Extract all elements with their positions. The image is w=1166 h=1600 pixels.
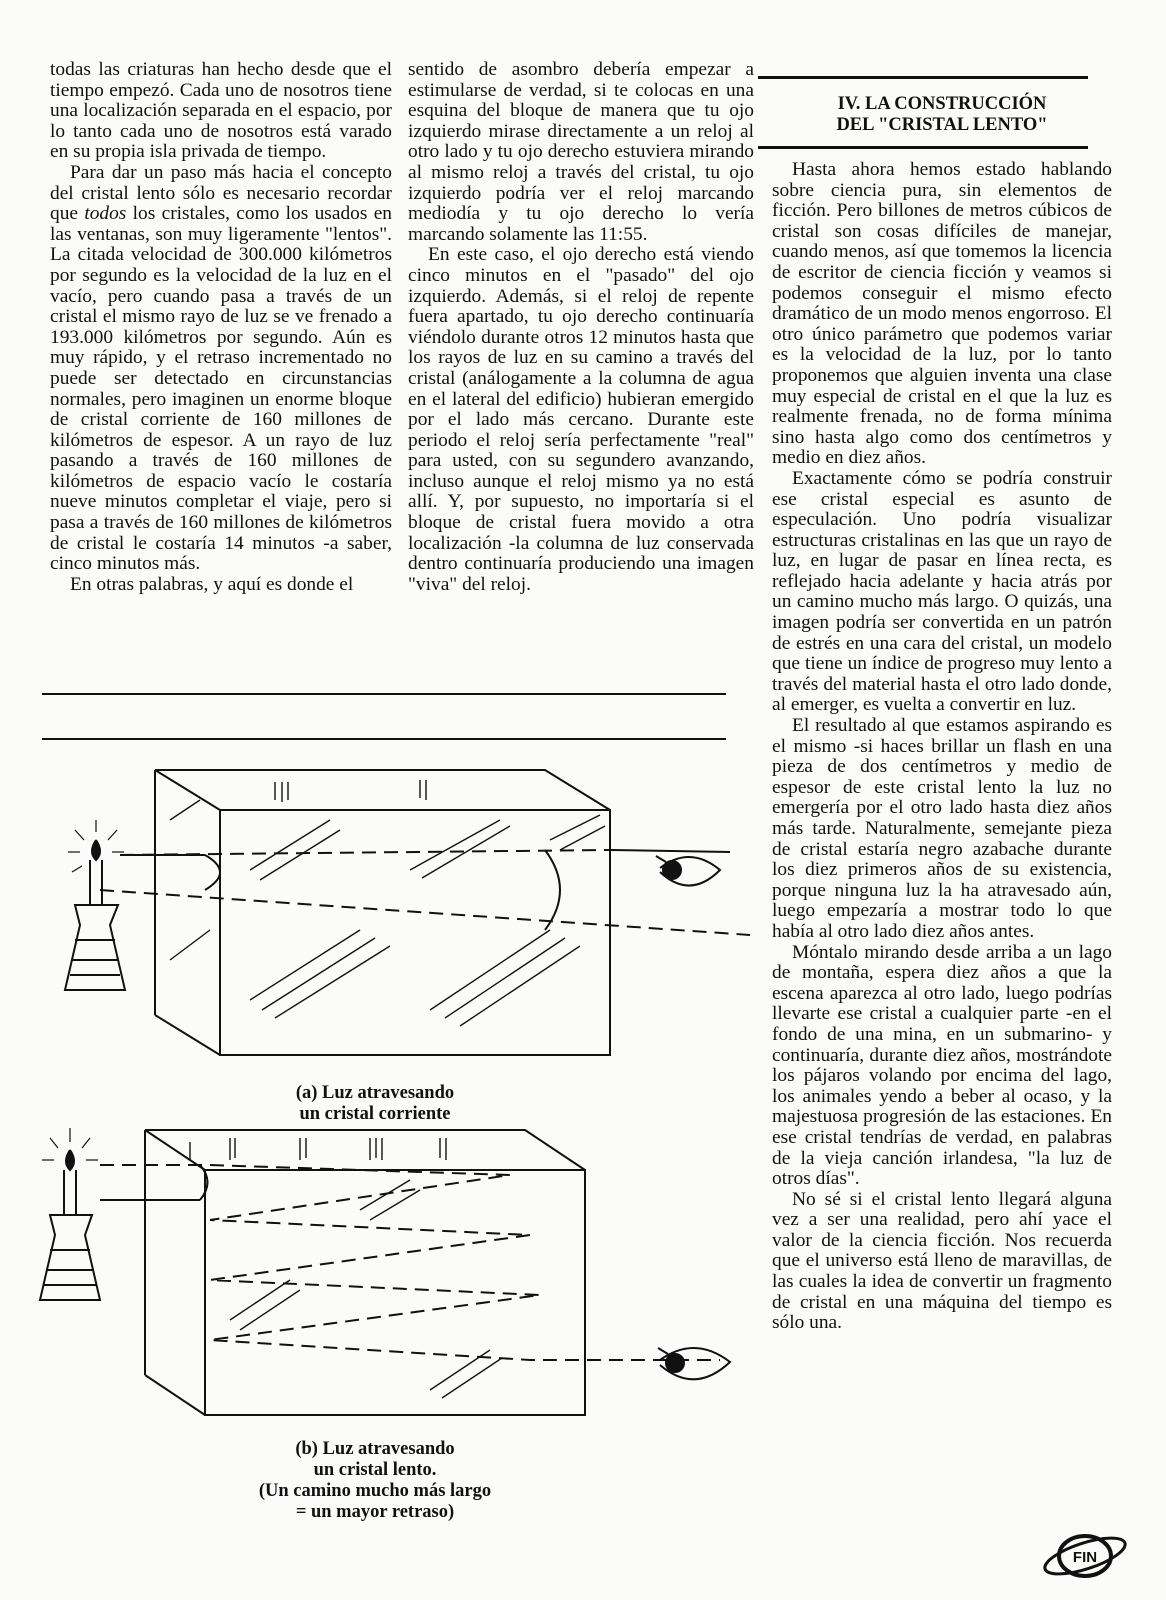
emphasis-text: todos	[84, 203, 127, 225]
section-heading: IV. LA CONSTRUCCIÓN DEL "CRISTAL LENTO"	[836, 94, 1048, 135]
paragraph: En otras palabras, y aquí es donde el	[70, 573, 354, 595]
figure-divider-rule	[42, 738, 726, 740]
fin-logo-text: FIN	[1072, 1549, 1098, 1566]
paragraph: Para dar un paso más hacia el concepto del cristal lento sólo es necesario recordar que todos los cristales, como los usados en las ventanas, son muy ligeramente "lentos". La citada velocidad de 300.000 kilómetros por segundo es la velocidad de la luz en el vacío, pero cuando pasa a través de un cristal el mismo rayo de luz se ve frenado a 193.000 kilómetros por segundo. Aún es muy rápido, y el retraso incrementado no puede ser detectado en circunstancias normales, pero imaginen un enorme bloque de cristal corriente de 160 millones de kilómetros de espesor. A un rayo de luz pasando a través de 160 millones de kilómetros de espacio vacío le costaría nueve minutos completar el viaje, pero si pasa a través de 160 millones de kilómetros de cristal le costaría 14 minutos -a saber, cinco minutos más.	[50, 161, 392, 575]
glass-block-top	[155, 770, 610, 810]
eye-icon	[658, 1348, 730, 1379]
column-divider-rule	[42, 693, 726, 695]
candle-icon	[40, 1128, 100, 1300]
candle-icon	[65, 820, 125, 990]
figure-b-slow-glass-illustration	[30, 1120, 750, 1430]
glass-block-front	[205, 1170, 585, 1415]
section-divider-bottom	[758, 146, 1088, 149]
text-column-1	[50, 60, 392, 595]
paragraph: todas las criaturas han hecho desde que el tiempo empezó. Cada uno de nosotros tiene una localización separada en el espacio, por lo tanto cada uno de nosotros está varado en su propia isla privada de tiempo.	[50, 59, 392, 163]
paragraph: En este caso, el ojo derecho está viendo cinco minutos en el "pasado" del ojo izquierdo. Además, si el reloj de repente fuera apartado, tu ojo derecho continuaría viéndolo durante otros 12 minutos hasta que los rayos de luz en su camino a través del cristal (análogamente a la columna de agua en el lateral del edificio) hubieran emergido por el lado más cercano. Durante este periodo el reloj sería perfectamente "real" para usted, con su segundero avanzando, incluso aunque el reloj mismo ya no está allí. Y, por supuesto, no importaría si el bloque de cristal fuera movido a otra localización -la columna de luz conservada dentro continuaría produciendo una imagen "viva" del reloj.	[408, 244, 754, 595]
text-column-3	[772, 160, 1112, 1334]
figure-a-ordinary-glass-illustration	[30, 760, 750, 1070]
paragraph: El resultado al que estamos aspirando es el mismo -si haces brillar un flash en una pieza de dos centímetros y medio de espesor de este cristal lento la luz no emergería por el otro lado hasta diez años más tarde. Naturalmente, semejante pieza de cristal estaría negro azabache durante los diez primeros años de su existencia, porque ninguna luz la ha atravesado aún, luego empezaría a mostrar todo lo que había al otro lado diez años antes.	[772, 715, 1112, 942]
eye-icon	[656, 856, 720, 886]
paragraph: Hasta ahora hemos estado hablando sobre ciencia pura, sin elementos de ficción. Pero billones de metros cúbicos de cristal son cosas difíciles de manejar, cuando menos, así que tomemos la licencia de escritor de ciencia ficción y veamos si podemos conseguir el mismo efecto dramático de un modo menos engorroso. El otro único parámetro que podemos variar es la velocidad de la luz, por lo tanto proponemos que alguien inventa una clase muy especial de cristal en el que la luz es realmente frenada, no de forma mínima sino hasta algo como dos centímetros y medio en diez años.	[772, 159, 1112, 469]
paragraph: No sé si el cristal lento llegará alguna vez a ser una realidad, pero ahí yace el valor de la ciencia ficción. Nos recuerda que el universo está lleno de maravillas, de las cuales la idea de convertir un fragmento de cristal en una máquina del tiempo es sólo una.	[772, 1188, 1112, 1334]
glass-block-front	[220, 810, 610, 1055]
paragraph: Móntalo mirando desde arriba a un lago de montaña, espera diez años a que la escena aparezca al otro lado, luego podrías llevarte ese cristal a cualquier parte -en el fondo de una mina, en un submarino- y continuaría, durante diez años, mostrándote los pájaros volando por encima del lago, los animales yendo a beber al ocaso, y la majestuosa progresión de las estaciones. En ese cristal tendrías de verdad, en palabras de la vieja canción irlandesa, "la luz de otros días".	[772, 941, 1112, 1190]
paragraph: sentido de asombro debería empezar a estimularse de verdad, si te colocas en una esquina del bloque de manera que tu ojo izquierdo mirase directamente a un reloj al otro lado y tu ojo derecho estuviera mirando al mismo reloj a través del cristal, tu ojo izquierdo podría ver el reloj marcando mediodía y tu ojo derecho lo vería marcando solamente las 11:55.	[408, 59, 754, 245]
figure-a-caption: (a) Luz atravesando un cristal corriente	[295, 1083, 455, 1124]
glass-block-top	[145, 1130, 585, 1170]
fin-end-logo-icon	[1040, 1530, 1130, 1582]
figure-b-caption: (b) Luz atravesando un cristal lento. (Un camino mucho más largo = un mayor retraso)	[258, 1439, 492, 1522]
section-divider-top	[758, 76, 1088, 79]
text-column-2	[408, 60, 754, 595]
paragraph: Exactamente cómo se podría construir ese cristal especial es asunto de especulación. Uno podría visualizar estructuras cristalinas en las que un rayo de luz, en lugar de pasar en línea recta, es reflejado hacia adelante y hacia atrás por un camino mucho más largo. O quizás, una imagen podría ser convertida en un patrón de estrés en una cara del cristal, un modelo que tiene un índice de progreso muy lento a través del material hasta el otro lado donde, al emerger, es vuelta a convertir en luz.	[772, 467, 1112, 716]
